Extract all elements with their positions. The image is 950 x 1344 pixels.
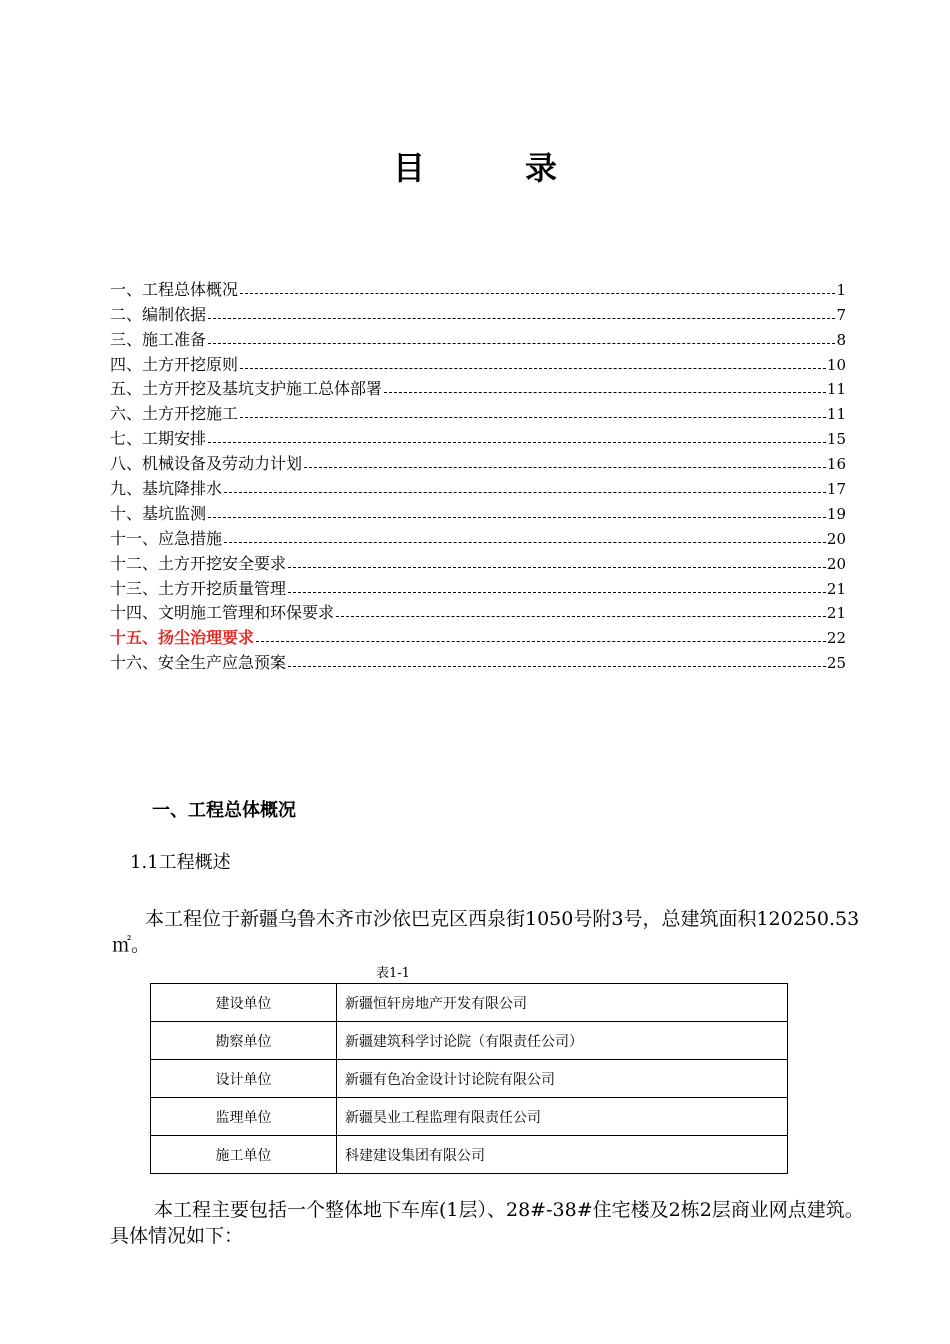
table-cell-organization: 新疆建筑科学讨论院（有限责任公司）: [337, 1022, 788, 1060]
toc-page-number: 20: [826, 529, 846, 548]
table-of-contents: [110, 276, 846, 674]
toc-leader-line: [208, 442, 826, 443]
toc-entry-label: 四、土方开挖原则: [110, 354, 239, 374]
toc-entry[interactable]: [110, 276, 846, 301]
toc-leader-line: [208, 318, 835, 319]
table-cell-role: 施工单位: [151, 1136, 337, 1174]
toc-entry-label: 十二、土方开挖安全要求: [110, 553, 287, 573]
toc-entry-label: 十五、扬尘治理要求: [110, 628, 255, 648]
toc-page-number: 17: [826, 480, 846, 499]
toc-page-number: 21: [826, 579, 846, 598]
toc-entry-label: 六、土方开挖施工: [110, 404, 239, 424]
table-caption: 表1-1: [376, 966, 410, 981]
table-cell-organization: 新疆昊业工程监理有限责任公司: [337, 1098, 788, 1136]
toc-entry-label: 十一、应急措施: [110, 528, 223, 548]
toc-entry[interactable]: [110, 351, 846, 376]
toc-leader-line: [384, 392, 826, 393]
toc-page-number: 25: [826, 654, 846, 673]
table-row: [151, 1022, 788, 1060]
toc-leader-line: [240, 417, 826, 418]
toc-leader-line: [240, 293, 835, 294]
overview-paragraph: 本工程位于新疆乌鲁木齐市沙依巴克区西泉街1050号附3号，总建筑面积120250.53㎡。: [112, 908, 860, 956]
table-row: [151, 1136, 788, 1174]
toc-entry[interactable]: [110, 425, 846, 450]
table-cell-role: 勘察单位: [151, 1022, 337, 1060]
subsection-heading: 1.1工程概述: [130, 852, 231, 873]
section-heading: 一、工程总体概况: [152, 800, 296, 821]
table-cell-organization: 新疆恒轩房地产开发有限公司: [337, 984, 788, 1022]
toc-entry-label: 五、土方开挖及基坑支护施工总体部署: [110, 379, 383, 399]
table-cell-role: 设计单位: [151, 1060, 337, 1098]
table-row: [151, 984, 788, 1022]
toc-page-number: 19: [826, 504, 846, 523]
toc-leader-line: [288, 592, 826, 593]
toc-leader-line: [224, 492, 826, 493]
toc-leader-line: [304, 467, 826, 468]
toc-leader-line: [208, 343, 835, 344]
toc-page-number: 21: [826, 604, 846, 623]
toc-leader-line: [240, 368, 826, 369]
toc-entry[interactable]: [110, 525, 846, 550]
toc-entry[interactable]: [110, 450, 846, 475]
toc-entry-label: 十、基坑监测: [110, 503, 207, 523]
toc-leader-line: [224, 542, 826, 543]
table-row: [151, 1098, 788, 1136]
toc-entry-label: 七、工期安排: [110, 429, 207, 449]
table-cell-organization: 科建建设集团有限公司: [337, 1136, 788, 1174]
toc-entry[interactable]: [110, 624, 846, 649]
toc-leader-line: [208, 517, 826, 518]
toc-leader-line: [288, 567, 826, 568]
toc-entry-label: 十六、安全生产应急预案: [110, 653, 287, 673]
toc-entry[interactable]: [110, 475, 846, 500]
toc-page-number: 15: [826, 430, 846, 449]
toc-entry[interactable]: [110, 600, 846, 625]
toc-entry[interactable]: [110, 301, 846, 326]
toc-leader-line: [256, 641, 826, 642]
toc-entry-label: 一、工程总体概况: [110, 279, 239, 299]
toc-page-number: 1: [836, 280, 846, 299]
table-cell-role: 建设单位: [151, 984, 337, 1022]
toc-entry[interactable]: [110, 575, 846, 600]
toc-page-number: 22: [826, 629, 846, 648]
table-cell-role: 监理单位: [151, 1098, 337, 1136]
toc-page-number: 16: [826, 455, 846, 474]
toc-entry-label: 二、编制依据: [110, 304, 207, 324]
toc-entry-label: 十四、文明施工管理和环保要求: [110, 603, 335, 623]
toc-entry[interactable]: [110, 649, 846, 674]
toc-entry-label: 十三、土方开挖质量管理: [110, 578, 287, 598]
toc-entry-label: 九、基坑降排水: [110, 479, 223, 499]
toc-page-number: 10: [826, 355, 846, 374]
toc-entry[interactable]: [110, 376, 846, 401]
project-parties-table: [150, 983, 788, 1174]
scope-paragraph: 本工程主要包括一个整体地下车库(1层）、28#-38#住宅楼及2栋2层商业网点建筑。具体情况如下：: [110, 1199, 864, 1247]
toc-leader-line: [336, 616, 826, 617]
toc-entry-label: 三、施工准备: [110, 329, 207, 349]
table-cell-organization: 新疆有色冶金设计讨论院有限公司: [337, 1060, 788, 1098]
toc-page-number: 7: [836, 305, 846, 324]
toc-page-number: 8: [836, 330, 846, 349]
toc-page-number: 20: [826, 554, 846, 573]
toc-entry[interactable]: [110, 326, 846, 351]
toc-entry-label: 八、机械设备及劳动力计划: [110, 454, 303, 474]
toc-page-number: 11: [826, 380, 846, 399]
toc-entry[interactable]: [110, 400, 846, 425]
toc-entry[interactable]: [110, 500, 846, 525]
toc-entry[interactable]: [110, 550, 846, 575]
toc-leader-line: [288, 666, 826, 667]
table-row: [151, 1060, 788, 1098]
page-title: 目 录: [392, 149, 591, 187]
toc-page-number: 11: [826, 405, 846, 424]
